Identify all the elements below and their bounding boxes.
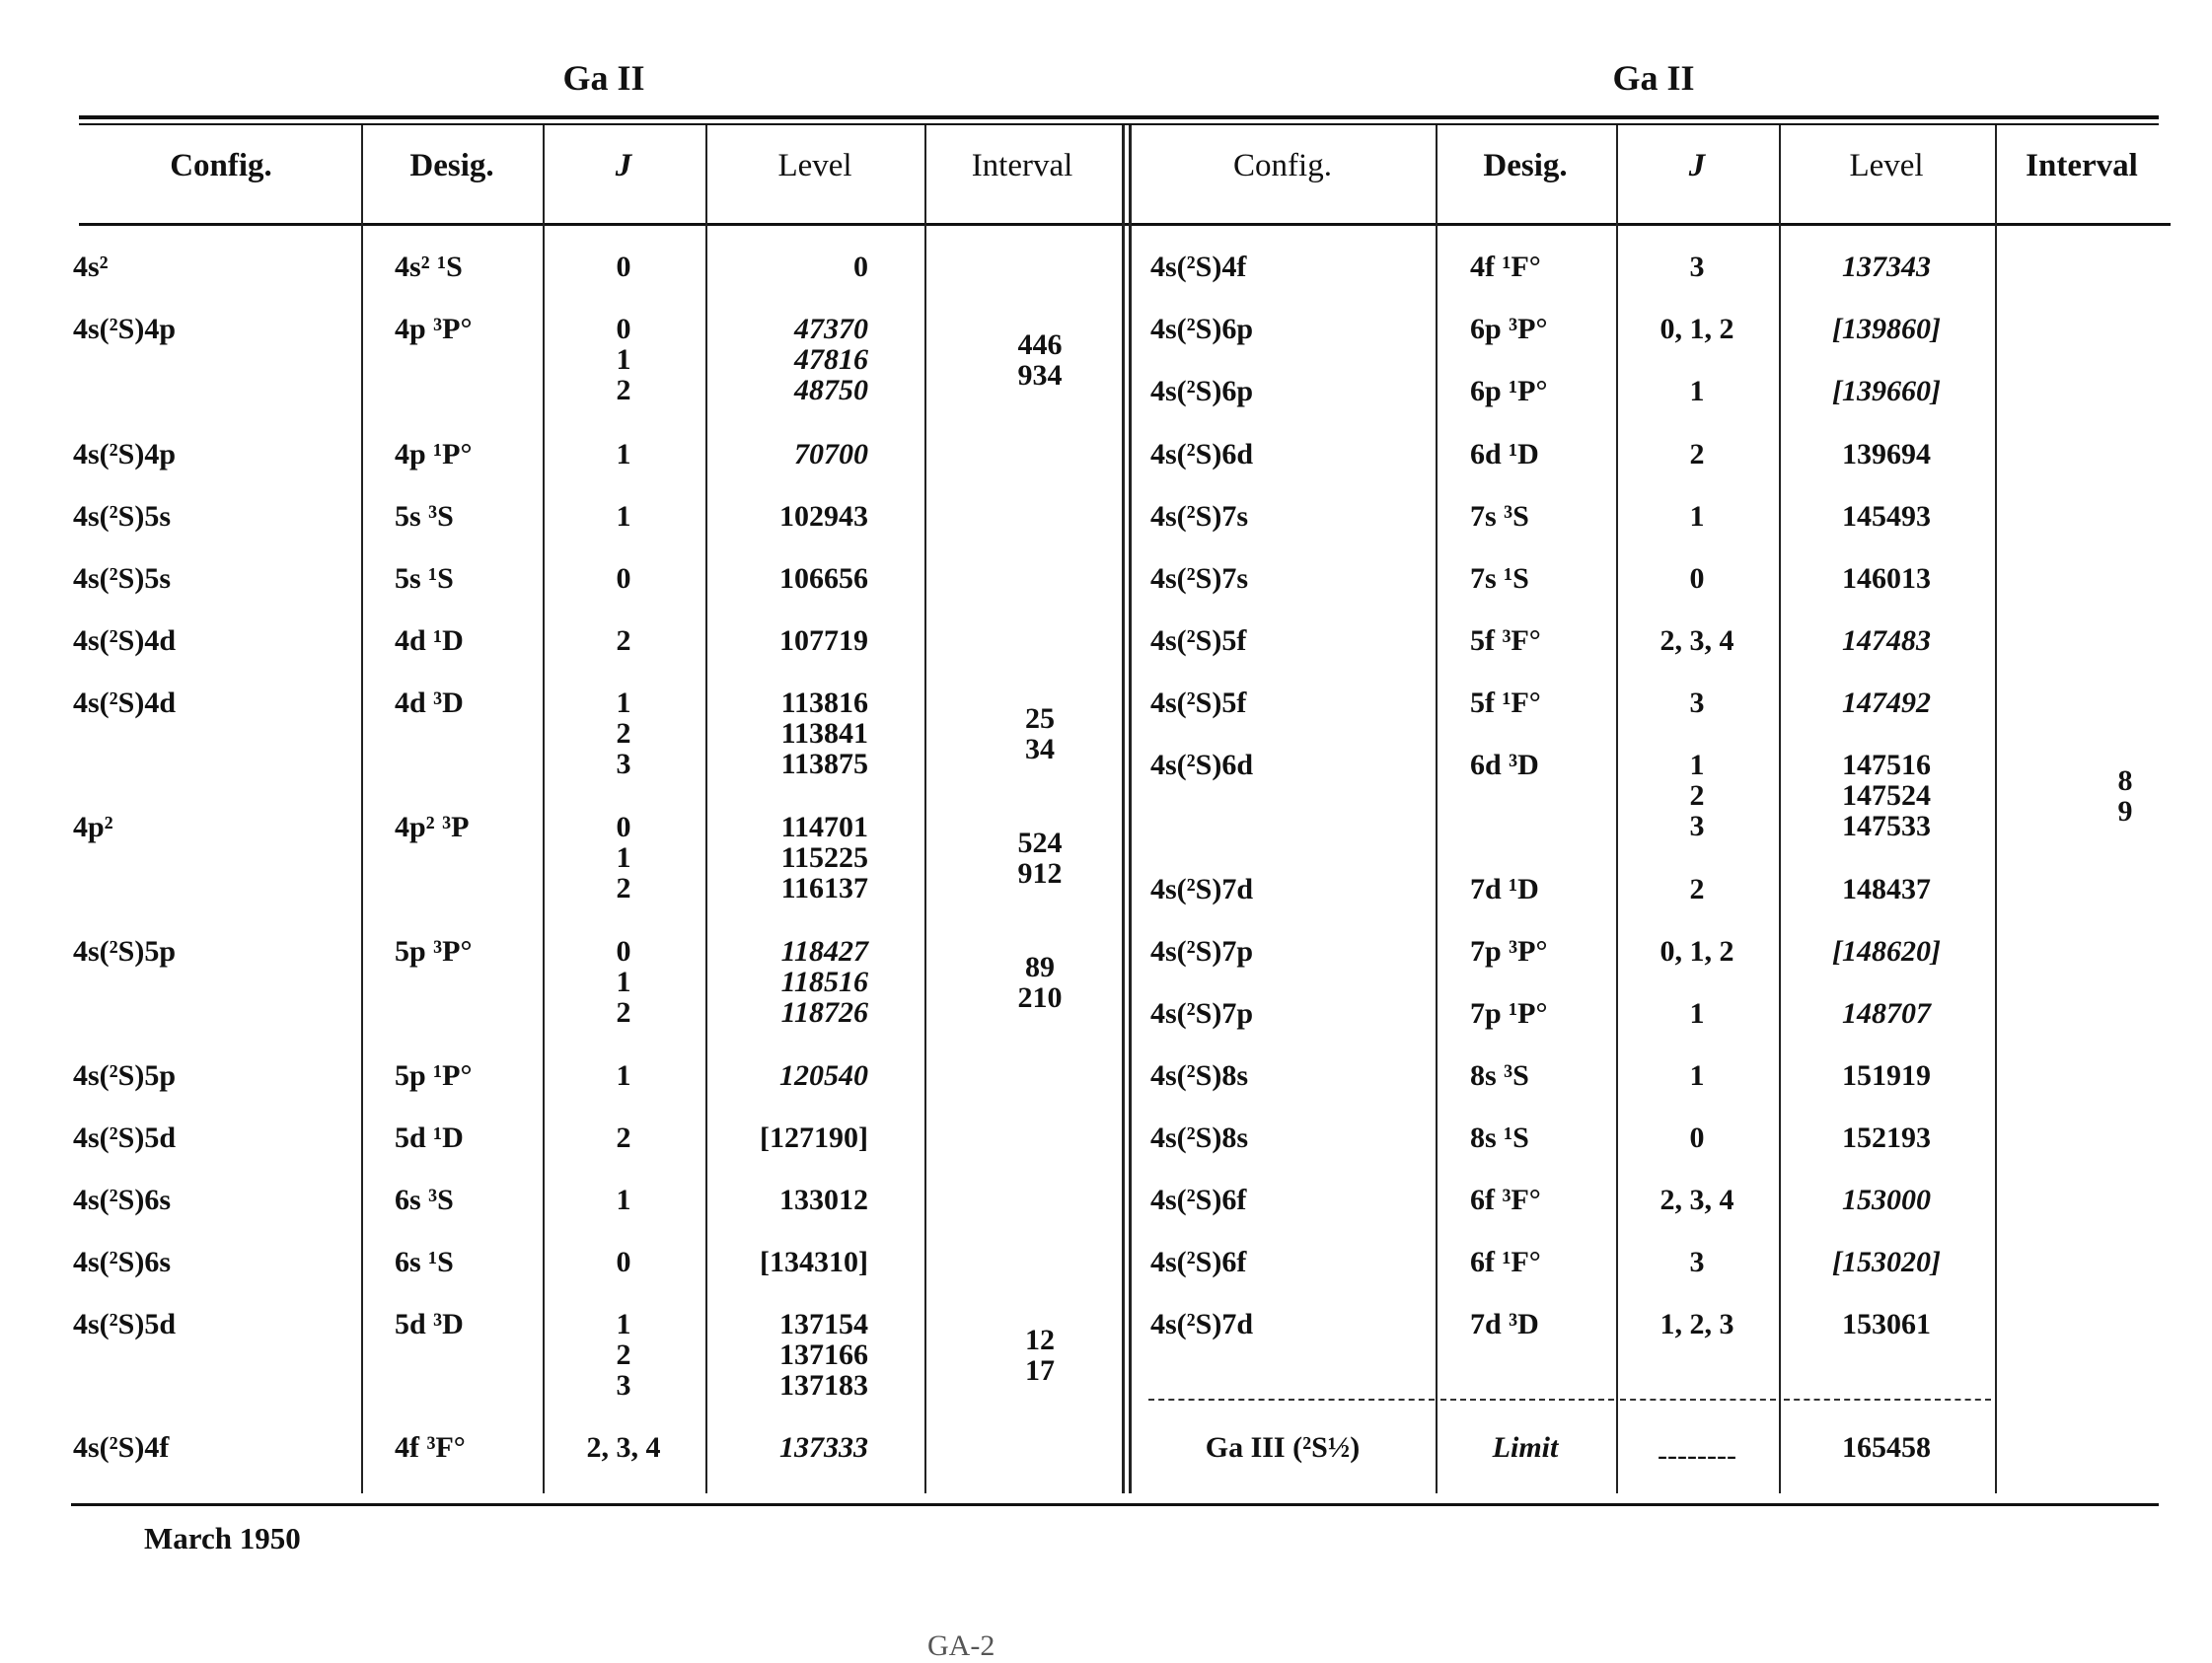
designation-cell: 8s ¹S	[1470, 1121, 1529, 1154]
right-table-row	[0, 936, 2212, 999]
designation-cell: 5p ³P°	[395, 935, 473, 968]
right-table-row	[0, 252, 2212, 315]
interval-cell: 524 912	[1017, 827, 1063, 890]
j-cell: 1	[616, 1059, 631, 1092]
config-cell: 4s(²S)6d	[1150, 749, 1254, 781]
j-cell: 0	[616, 251, 631, 283]
right-header-interval: Interval	[2026, 148, 2138, 183]
level-cell: 153000	[1842, 1184, 1931, 1216]
config-cell: 4s(²S)7p	[1150, 997, 1254, 1030]
designation-cell: 4f ¹F°	[1470, 251, 1541, 283]
designation-cell: 5f ¹F°	[1470, 687, 1541, 719]
level-cell: 147483	[1842, 624, 1931, 657]
j-cell: 1 2 3	[1689, 749, 1705, 842]
designation-cell: 5f ³F°	[1470, 624, 1541, 657]
j-cell: 1	[616, 438, 631, 470]
left-header-config: Config.	[170, 148, 272, 183]
j-cell: 2, 3, 4	[1659, 624, 1734, 657]
right-table-row	[0, 625, 2212, 688]
j-cell: 1	[616, 500, 631, 533]
designation-cell: 7p ¹P°	[1470, 997, 1548, 1030]
interval-cell: 12 17	[1025, 1324, 1055, 1387]
interval-cell: 446 934	[1017, 328, 1063, 392]
right-table-row	[0, 376, 2212, 439]
config-cell: 4s(²S)6f	[1150, 1184, 1247, 1216]
left-header-level: Level	[777, 148, 852, 183]
designation-cell: 7d ¹D	[1470, 873, 1539, 905]
level-cell: 102943	[779, 500, 868, 533]
config-cell: 4s(²S)5s	[73, 500, 172, 533]
j-cell: 1	[1689, 500, 1705, 533]
j-cell: 0 1 2	[616, 313, 631, 406]
right-table-title: Ga II	[1612, 58, 1695, 98]
level-cell: 152193	[1842, 1121, 1931, 1154]
right-header-level: Level	[1849, 148, 1924, 183]
config-cell: 4s(²S)7s	[1150, 562, 1249, 595]
level-cell: 47370 47816 48750	[794, 313, 868, 406]
j-cell: 2	[1689, 873, 1705, 905]
level-cell: 120540	[779, 1059, 868, 1092]
config-cell: 4s²	[73, 251, 109, 283]
right-header-desig: Desig.	[1483, 148, 1568, 183]
designation-cell: 7d ³D	[1470, 1308, 1539, 1340]
interval-cell: 25 34	[1025, 702, 1055, 765]
config-cell: 4s(²S)5f	[1150, 624, 1247, 657]
designation-cell: 4d ¹D	[395, 624, 464, 657]
config-cell: 4s(²S)7p	[1150, 935, 1254, 968]
config-cell: 4s(²S)4d	[73, 624, 177, 657]
right-table-row	[0, 1309, 2212, 1372]
level-cell: 139694	[1842, 438, 1931, 470]
config-cell: 4s(²S)6d	[1150, 438, 1254, 470]
level-cell: 0	[853, 251, 868, 283]
left-header-j: J	[615, 148, 632, 183]
designation-cell: 5d ³D	[395, 1308, 464, 1340]
config-cell: 4s(²S)6p	[1150, 313, 1254, 345]
config-cell: 4s(²S)6s	[73, 1184, 172, 1216]
designation-cell: 4s² ¹S	[395, 251, 463, 283]
designation-cell: Limit	[1492, 1431, 1559, 1464]
right-table-row	[0, 1432, 2212, 1495]
designation-cell: 5d ¹D	[395, 1121, 464, 1154]
right-header-config: Config.	[1233, 148, 1332, 183]
limit-separator	[1784, 1399, 1991, 1401]
level-cell: 137343	[1842, 251, 1931, 283]
config-cell: 4s(²S)4p	[73, 438, 177, 470]
level-cell: 148437	[1842, 873, 1931, 905]
j-cell: --------	[1658, 1439, 1736, 1472]
level-cell: 153061	[1842, 1308, 1931, 1340]
right-table-row	[0, 501, 2212, 564]
interval-cell: 8 9	[2117, 764, 2133, 828]
j-cell: 2	[1689, 438, 1705, 470]
designation-cell: 6f ¹F°	[1470, 1246, 1541, 1278]
j-cell: 0	[616, 1246, 631, 1278]
j-cell: 2, 3, 4	[586, 1431, 661, 1464]
right-table-row	[0, 439, 2212, 502]
config-cell: 4s(²S)5p	[73, 935, 177, 968]
designation-cell: 7p ³P°	[1470, 935, 1548, 968]
right-table-row	[0, 1122, 2212, 1186]
config-cell: 4s(²S)7d	[1150, 873, 1254, 905]
designation-cell: 7s ¹S	[1470, 562, 1529, 595]
level-cell: 137154 137166 137183	[779, 1308, 868, 1402]
config-cell: 4s(²S)5p	[73, 1059, 177, 1092]
designation-cell: 6s ¹S	[395, 1246, 454, 1278]
level-cell: 165458	[1842, 1431, 1931, 1464]
j-cell: 1	[1689, 1059, 1705, 1092]
right-table-row	[0, 1060, 2212, 1123]
right-table-row	[0, 314, 2212, 377]
right-table-row	[0, 1247, 2212, 1310]
right-table-row	[0, 687, 2212, 751]
j-cell: 0	[1689, 562, 1705, 595]
j-cell: 0 1 2	[616, 935, 631, 1029]
left-header-interval: Interval	[971, 148, 1073, 183]
level-cell: 145493	[1842, 500, 1931, 533]
right-table-row	[0, 998, 2212, 1061]
level-cell: 147492	[1842, 687, 1931, 719]
level-cell: [139660]	[1832, 375, 1941, 407]
designation-cell: 6p ³P°	[1470, 313, 1548, 345]
right-table-row	[0, 1185, 2212, 1248]
j-cell: 1 2 3	[616, 1308, 631, 1402]
level-cell: [148620]	[1832, 935, 1941, 968]
j-cell: 1, 2, 3	[1659, 1308, 1734, 1340]
j-cell: 3	[1689, 251, 1705, 283]
config-cell: 4s(²S)6f	[1150, 1246, 1247, 1278]
level-cell: 70700	[794, 438, 868, 470]
level-cell: [153020]	[1832, 1246, 1941, 1278]
designation-cell: 4p² ³P	[395, 811, 470, 843]
right-table-row	[0, 874, 2212, 937]
config-cell: 4s(²S)4f	[1150, 251, 1247, 283]
level-cell: 106656	[779, 562, 868, 595]
j-cell: 0, 1, 2	[1659, 313, 1734, 345]
config-cell: 4s(²S)4d	[73, 687, 177, 719]
designation-cell: 6s ³S	[395, 1184, 454, 1216]
level-cell: 146013	[1842, 562, 1931, 595]
level-cell: 118427 118516 118726	[780, 935, 868, 1029]
designation-cell: 6p ¹P°	[1470, 375, 1548, 407]
config-cell: 4s(²S)8s	[1150, 1059, 1249, 1092]
j-cell: 3	[1689, 1246, 1705, 1278]
j-cell: 0	[616, 562, 631, 595]
config-cell: 4s(²S)7d	[1150, 1308, 1254, 1340]
config-cell: 4s(²S)6p	[1150, 375, 1254, 407]
left-header-desig: Desig.	[409, 148, 494, 183]
designation-cell: 5p ¹P°	[395, 1059, 473, 1092]
config-cell: 4s(²S)5s	[73, 562, 172, 595]
left-table-title: Ga II	[562, 58, 645, 98]
level-cell: 114701 115225 116137	[780, 811, 868, 904]
right-table-row	[0, 563, 2212, 626]
level-cell: 151919	[1842, 1059, 1931, 1092]
config-cell: 4s(²S)6s	[73, 1246, 172, 1278]
designation-cell: 6d ³D	[1470, 749, 1539, 781]
level-cell: [127190]	[760, 1121, 868, 1154]
level-cell: 137333	[779, 1431, 868, 1464]
j-cell: 1	[1689, 997, 1705, 1030]
designation-cell: 4d ³D	[395, 687, 464, 719]
j-cell: 1 2 3	[616, 687, 631, 780]
config-cell: 4p²	[73, 811, 113, 843]
limit-separator	[1440, 1399, 1614, 1401]
designation-cell: 5s ¹S	[395, 562, 454, 595]
designation-cell: 8s ³S	[1470, 1059, 1529, 1092]
config-cell: Ga III (²S½)	[1205, 1431, 1361, 1464]
designation-cell: 6d ¹D	[1470, 438, 1539, 470]
j-cell: 0, 1, 2	[1659, 935, 1734, 968]
level-cell: 107719	[779, 624, 868, 657]
designation-cell: 4p ³P°	[395, 313, 473, 345]
j-cell: 0 1 2	[616, 811, 631, 904]
designation-cell: 6f ³F°	[1470, 1184, 1541, 1216]
designation-cell: 7s ³S	[1470, 500, 1529, 533]
j-cell: 1	[616, 1184, 631, 1216]
config-cell: 4s(²S)4p	[73, 313, 177, 345]
j-cell: 2, 3, 4	[1659, 1184, 1734, 1216]
footer-date: March 1950	[144, 1521, 301, 1555]
designation-cell: 5s ³S	[395, 500, 454, 533]
level-cell: 147516 147524 147533	[1842, 749, 1931, 842]
j-cell: 3	[1689, 687, 1705, 719]
page-number: GA-2	[927, 1629, 995, 1662]
config-cell: 4s(²S)5f	[1150, 687, 1247, 719]
config-cell: 4s(²S)8s	[1150, 1121, 1249, 1154]
config-cell: 4s(²S)5d	[73, 1308, 177, 1340]
j-cell: 2	[616, 1121, 631, 1154]
right-header-j: J	[1688, 148, 1706, 183]
level-cell: 113816 113841 113875	[780, 687, 868, 780]
designation-cell: 4f ³F°	[395, 1431, 466, 1464]
level-cell: 148707	[1842, 997, 1931, 1030]
limit-separator	[1148, 1399, 1435, 1401]
config-cell: 4s(²S)4f	[73, 1431, 170, 1464]
limit-separator	[1620, 1399, 1776, 1401]
config-cell: 4s(²S)5d	[73, 1121, 177, 1154]
level-cell: [134310]	[760, 1246, 868, 1278]
j-cell: 2	[616, 624, 631, 657]
designation-cell: 4p ¹P°	[395, 438, 473, 470]
config-cell: 4s(²S)7s	[1150, 500, 1249, 533]
interval-cell: 89 210	[1017, 951, 1063, 1014]
j-cell: 1	[1689, 375, 1705, 407]
j-cell: 0	[1689, 1121, 1705, 1154]
level-cell: 133012	[779, 1184, 868, 1216]
level-cell: [139860]	[1832, 313, 1941, 345]
